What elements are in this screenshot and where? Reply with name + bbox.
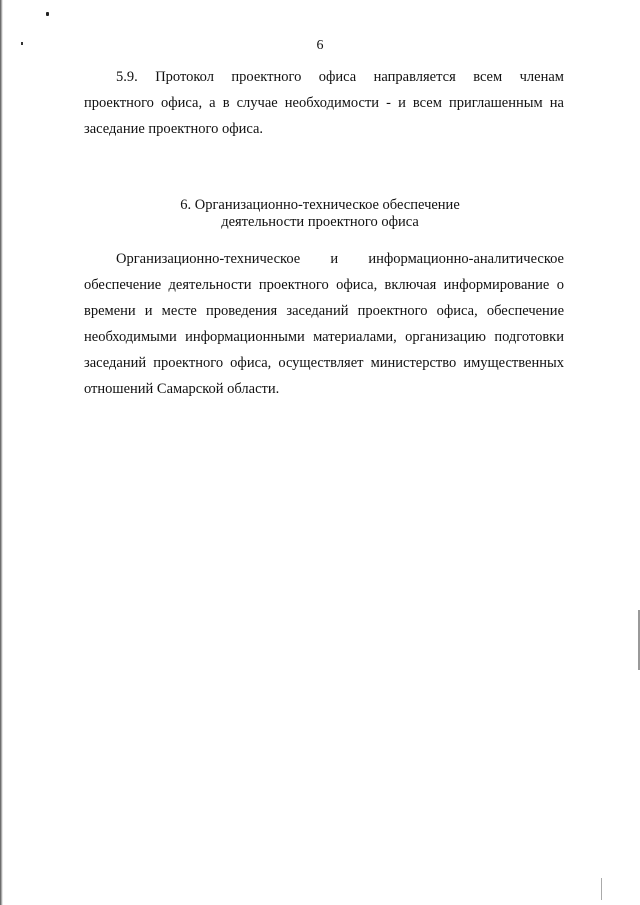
word: членам (519, 69, 564, 85)
word: о (556, 277, 564, 293)
word: информирование (443, 277, 550, 293)
word: информационно-аналитическое (368, 251, 564, 267)
scan-right-edge-mark-bottom (601, 878, 602, 900)
word: заседаний (286, 303, 349, 319)
word: приглашенным (448, 95, 543, 111)
word: офиса, (336, 277, 378, 293)
word: проведения (205, 303, 278, 319)
word: - (386, 95, 391, 111)
section-heading-line: деятельности проектного офиса (221, 214, 419, 230)
word: организацию (405, 329, 487, 345)
word: проектного (231, 69, 302, 85)
word: деятельности (168, 277, 252, 293)
word: материалами, (313, 329, 397, 345)
word: всем (412, 95, 442, 111)
paragraph-line: отношений Самарской области. (84, 381, 280, 397)
word: осуществляет (278, 355, 364, 371)
page-number: 6 (316, 38, 324, 53)
word: обеспечение (486, 303, 564, 319)
word: офиса, (436, 303, 478, 319)
scan-left-edge (0, 0, 3, 905)
word: проектного (357, 303, 428, 319)
word: Организационно-техническое (116, 251, 301, 267)
word: а (209, 95, 216, 111)
word: на (549, 95, 564, 111)
word: заседаний (84, 355, 147, 371)
section-heading-line: 6. Организационно-техническое обеспечение (180, 197, 460, 213)
word: необходимыми (84, 329, 177, 345)
paragraph-5-9 (84, 64, 564, 142)
word: 5.9. (116, 69, 138, 85)
word: подготовки (494, 329, 564, 345)
word: проектного (84, 95, 154, 111)
word: информационными (185, 329, 305, 345)
word: месте (161, 303, 197, 319)
scan-speck (46, 12, 49, 16)
section-6-heading (0, 197, 640, 231)
paragraph-line (84, 324, 564, 350)
word: офиса, (161, 95, 203, 111)
word: и (398, 95, 406, 111)
word: офиса, (230, 355, 272, 371)
word: офиса (318, 69, 357, 85)
word: включая (384, 277, 437, 293)
word: времени (84, 303, 136, 319)
word: проектного (153, 355, 224, 371)
word: необходимости (284, 95, 380, 111)
word: направляется (373, 69, 456, 85)
word: и (330, 251, 339, 267)
paragraph-line: заседание проектного офиса. (84, 121, 264, 137)
paragraph-line (84, 64, 564, 90)
word: в (222, 95, 230, 111)
word: и (144, 303, 153, 319)
paragraph-line (84, 298, 564, 324)
paragraph-section-6 (84, 246, 564, 402)
word: Протокол (155, 69, 214, 85)
paragraph-line (84, 350, 564, 376)
word: министерство (370, 355, 457, 371)
paragraph-line (84, 246, 564, 272)
word: случае (236, 95, 278, 111)
paragraph-line (84, 90, 564, 116)
paragraph-line (84, 272, 564, 298)
word: проектного (258, 277, 329, 293)
word: имущественных (463, 355, 564, 371)
word: всем (473, 69, 503, 85)
word: обеспечение (84, 277, 162, 293)
